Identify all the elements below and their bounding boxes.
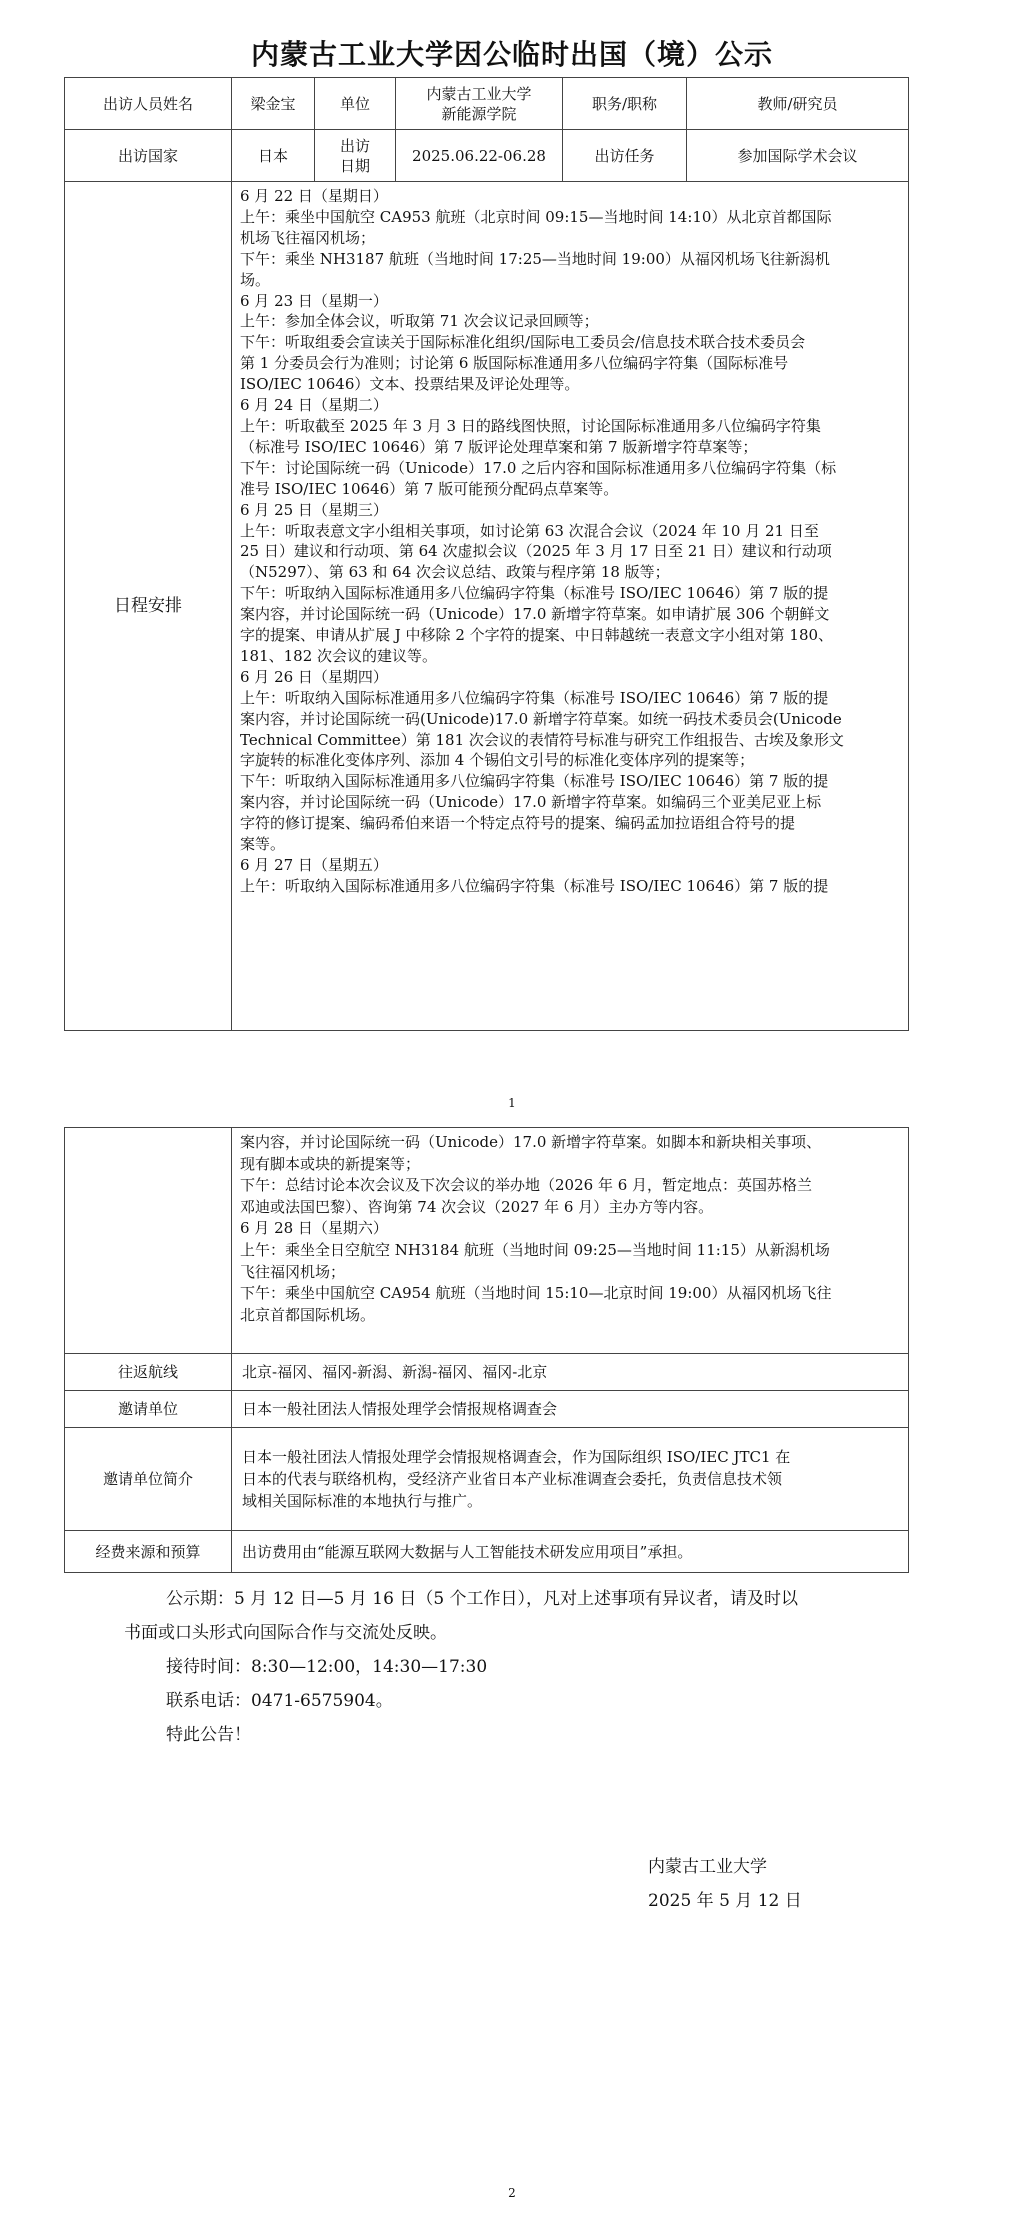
- inviter-intro-line-3: 域相关国际标准的本地执行与推广。: [242, 1492, 483, 1510]
- unit-value-line-1: 内蒙古工业大学: [426, 84, 532, 103]
- schedule-content-page-2: [232, 1128, 909, 1354]
- task-label: 出访任务: [563, 130, 687, 182]
- schedule-line: ISO/IEC 10646）文本、投票结果及评论处理等。: [240, 375, 580, 394]
- schedule-line: 案内容，并讨论国际统一码（Unicode）17.0 新增字符草案。如申请扩展 306 个朝鲜文: [240, 605, 830, 624]
- inviter-intro-line-1: 日本一般社团法人情报处理学会情报规格调查会，作为国际组织 ISO/IEC JTC1 在: [242, 1448, 791, 1466]
- position-label: 职务/职称: [563, 78, 687, 130]
- schedule-line: 邓迪或法国巴黎）、咨询第 74 次会议（2027 年 6 月）主办方等内容。: [240, 1197, 714, 1216]
- schedule-line: 下午：乘坐中国航空 CA954 航班（当地时间 15:10—北京时间 19:00）从福冈机场飞往: [240, 1284, 832, 1303]
- funding-label: 经费来源和预算: [65, 1531, 232, 1573]
- schedule-line: 上午：乘坐全日空航空 NH3184 航班（当地时间 09:25—当地时间 11:15）从新潟机场: [240, 1240, 830, 1259]
- schedule-line: （标准号 ISO/IEC 10646）第 7 版评论处理草案和第 7 版新增字符草案等；: [240, 437, 758, 456]
- schedule-line: 下午：乘坐 NH3187 航班（当地时间 17:25—当地时间 19:00）从福冈机场飞往新潟机: [240, 249, 830, 268]
- name-value: 梁金宝: [232, 78, 315, 130]
- schedule-line: 下午：听取纳入国际标准通用多八位编码字符集（标准号 ISO/IEC 10646）第 7 版的提: [240, 772, 829, 791]
- schedule-line: 现有脚本或块的新提案等；: [240, 1154, 421, 1173]
- unit-label: 单位: [315, 78, 396, 130]
- route-value: 北京-福冈、福冈-新潟、新潟-福冈、福冈-北京: [232, 1354, 909, 1391]
- schedule-line: 下午：听取组委会宣读关于国际标准化组织/国际电工委员会/信息技术联合技术委员会: [240, 333, 806, 352]
- date-label: [315, 130, 396, 182]
- schedule-continued-label: [65, 1128, 232, 1354]
- country-label: 出访国家: [65, 130, 232, 182]
- schedule-line: 6 月 26 日（星期四）: [240, 667, 388, 686]
- document-title: 内蒙古工业大学因公临时出国（境）公示: [250, 38, 773, 71]
- inviter-intro-value: [232, 1428, 909, 1531]
- schedule-line: 6 月 25 日（星期三）: [240, 500, 388, 519]
- schedule-line: 上午：听取纳入国际标准通用多八位编码字符集（标准号 ISO/IEC 10646）第 7 版的提: [240, 688, 829, 707]
- schedule-label: 日程安排: [65, 182, 232, 1031]
- page-number-1: 1: [508, 1096, 516, 1110]
- schedule-line: 案内容，并讨论国际统一码（Unicode）17.0 新增字符草案。如编码三个亚美尼亚上标: [240, 793, 822, 812]
- schedule-line: 机场飞往福冈机场；: [240, 228, 376, 247]
- schedule-line: 北京首都国际机场。: [240, 1305, 376, 1324]
- schedule-line: 第 1 分委员会行为准则；讨论第 6 版国际标准通用多八位编码字符集（国际标准号: [240, 354, 789, 373]
- schedule-line: 6 月 22 日（星期日）: [240, 187, 388, 205]
- schedule-line: 字旋转的标准化变体序列、添加 4 个锡伯文引号的标准化变体序列的提案等；: [240, 751, 755, 770]
- date-label-line-2: 日期: [339, 156, 370, 175]
- unit-value-line-2: 新能源学院: [441, 104, 517, 123]
- closing-remark: 特此公告！: [166, 1725, 251, 1745]
- schedule-line: （N5297）、第 63 和 64 次会议总结、政策与程序第 18 版等；: [240, 563, 670, 582]
- schedule-line: 字的提案、申请从扩展 J 中移除 2 个字符的提案、中日韩越统一表意文字小组对第 180、: [240, 626, 834, 645]
- schedule-line: 上午：听取表意文字小组相关事项，如讨论第 63 次混合会议（2024 年 10 月 21 日至: [240, 521, 819, 540]
- schedule-content-page-1: [232, 182, 909, 1031]
- notice-line-1: 公示期：5 月 12 日—5 月 16 日（5 个工作日），凡对上述事项有异议者，请及时以: [166, 1589, 799, 1609]
- schedule-line: 181、182 次会议的建议等。: [240, 646, 438, 665]
- schedule-lines-continued: [240, 1132, 900, 1326]
- position-value: 教师/研究员: [687, 78, 909, 130]
- signature-org: 内蒙古工业大学: [648, 1857, 767, 1877]
- schedule-line: 上午：听取截至 2025 年 3 月 3 日的路线图快照，讨论国际标准通用多八位编码字符集: [240, 416, 821, 435]
- inviter-value: 日本一般社团法人情报处理学会情报规格调查会: [232, 1391, 909, 1428]
- schedule-line: 下午：听取纳入国际标准通用多八位编码字符集（标准号 ISO/IEC 10646）第 7 版的提: [240, 584, 829, 603]
- info-table-page-1: [64, 77, 909, 1031]
- date-label-line-1: 出访: [339, 136, 370, 155]
- schedule-line: 25 日）建议和行动项、第 64 次虚拟会议（2025 年 3 月 17 日至 21 日）建议和行动项: [240, 542, 832, 561]
- schedule-line: 飞往福冈机场；: [240, 1262, 346, 1281]
- contact-phone: 联系电话：0471-6575904。: [166, 1691, 393, 1711]
- schedule-line: Technical Committee）第 181 次会议的表情符号标准与研究工作组报告、古埃及象形文: [240, 730, 844, 749]
- inviter-intro-label: 邀请单位简介: [65, 1428, 232, 1531]
- page-number-2: 2: [508, 2186, 516, 2200]
- funding-value: 出访费用由“能源互联网大数据与人工智能技术研发应用项目”承担。: [232, 1531, 909, 1573]
- unit-value: [396, 78, 563, 130]
- schedule-line: 上午：乘坐中国航空 CA953 航班（北京时间 09:15—当地时间 14:10）从北京首都国际: [240, 207, 832, 226]
- info-table-page-2: [64, 1127, 909, 1573]
- reception-hours: 接待时间：8:30—12:00，14:30—17:30: [166, 1657, 488, 1677]
- schedule-line: 6 月 28 日（星期六）: [240, 1219, 388, 1238]
- schedule-line: 6 月 27 日（星期五）: [240, 856, 388, 874]
- schedule-line: 字符的修订提案、编码希伯来语一个特定点符号的提案、编码孟加拉语组合符号的提: [240, 814, 796, 833]
- signature-date: 2025 年 5 月 12 日: [648, 1891, 802, 1911]
- task-value: 参加国际学术会议: [687, 130, 909, 182]
- schedule-line: 上午：参加全体会议，听取第 71 次会议记录回顾等；: [240, 312, 599, 331]
- schedule-line: 案等。: [240, 835, 286, 854]
- schedule-line: 6 月 24 日（星期二）: [240, 396, 388, 415]
- route-label: 往返航线: [65, 1354, 232, 1391]
- schedule-line: 案内容，并讨论国际统一码(Unicode)17.0 新增字符草案。如统一码技术委员会(Unicode: [240, 709, 842, 728]
- schedule-line: 准号 ISO/IEC 10646）第 7 版可能预分配码点草案等。: [240, 479, 619, 498]
- country-value: 日本: [232, 130, 315, 182]
- schedule-lines: [240, 186, 900, 897]
- name-label: 出访人员姓名: [65, 78, 232, 130]
- schedule-line: 场。: [240, 270, 271, 289]
- inviter-intro-line-2: 日本的代表与联络机构，受经济产业省日本产业标准调查会委托，负责信息技术领: [242, 1470, 783, 1488]
- schedule-line: 案内容，并讨论国际统一码（Unicode）17.0 新增字符草案。如脚本和新块相关事项、: [240, 1133, 822, 1151]
- inviter-label: 邀请单位: [65, 1391, 232, 1428]
- schedule-line: 6 月 23 日（星期一）: [240, 291, 388, 310]
- date-value: 2025.06.22-06.28: [396, 130, 563, 182]
- schedule-line: 下午：讨论国际统一码（Unicode）17.0 之后内容和国际标准通用多八位编码字符集（标: [240, 458, 837, 477]
- schedule-line: 上午：听取纳入国际标准通用多八位编码字符集（标准号 ISO/IEC 10646）第 7 版的提: [240, 876, 829, 895]
- schedule-line: 下午：总结讨论本次会议及下次会议的举办地（2026 年 6 月，暂定地点：英国苏格兰: [240, 1176, 813, 1195]
- notice-line-2: 书面或口头形式向国际合作与交流处反映。: [124, 1623, 447, 1643]
